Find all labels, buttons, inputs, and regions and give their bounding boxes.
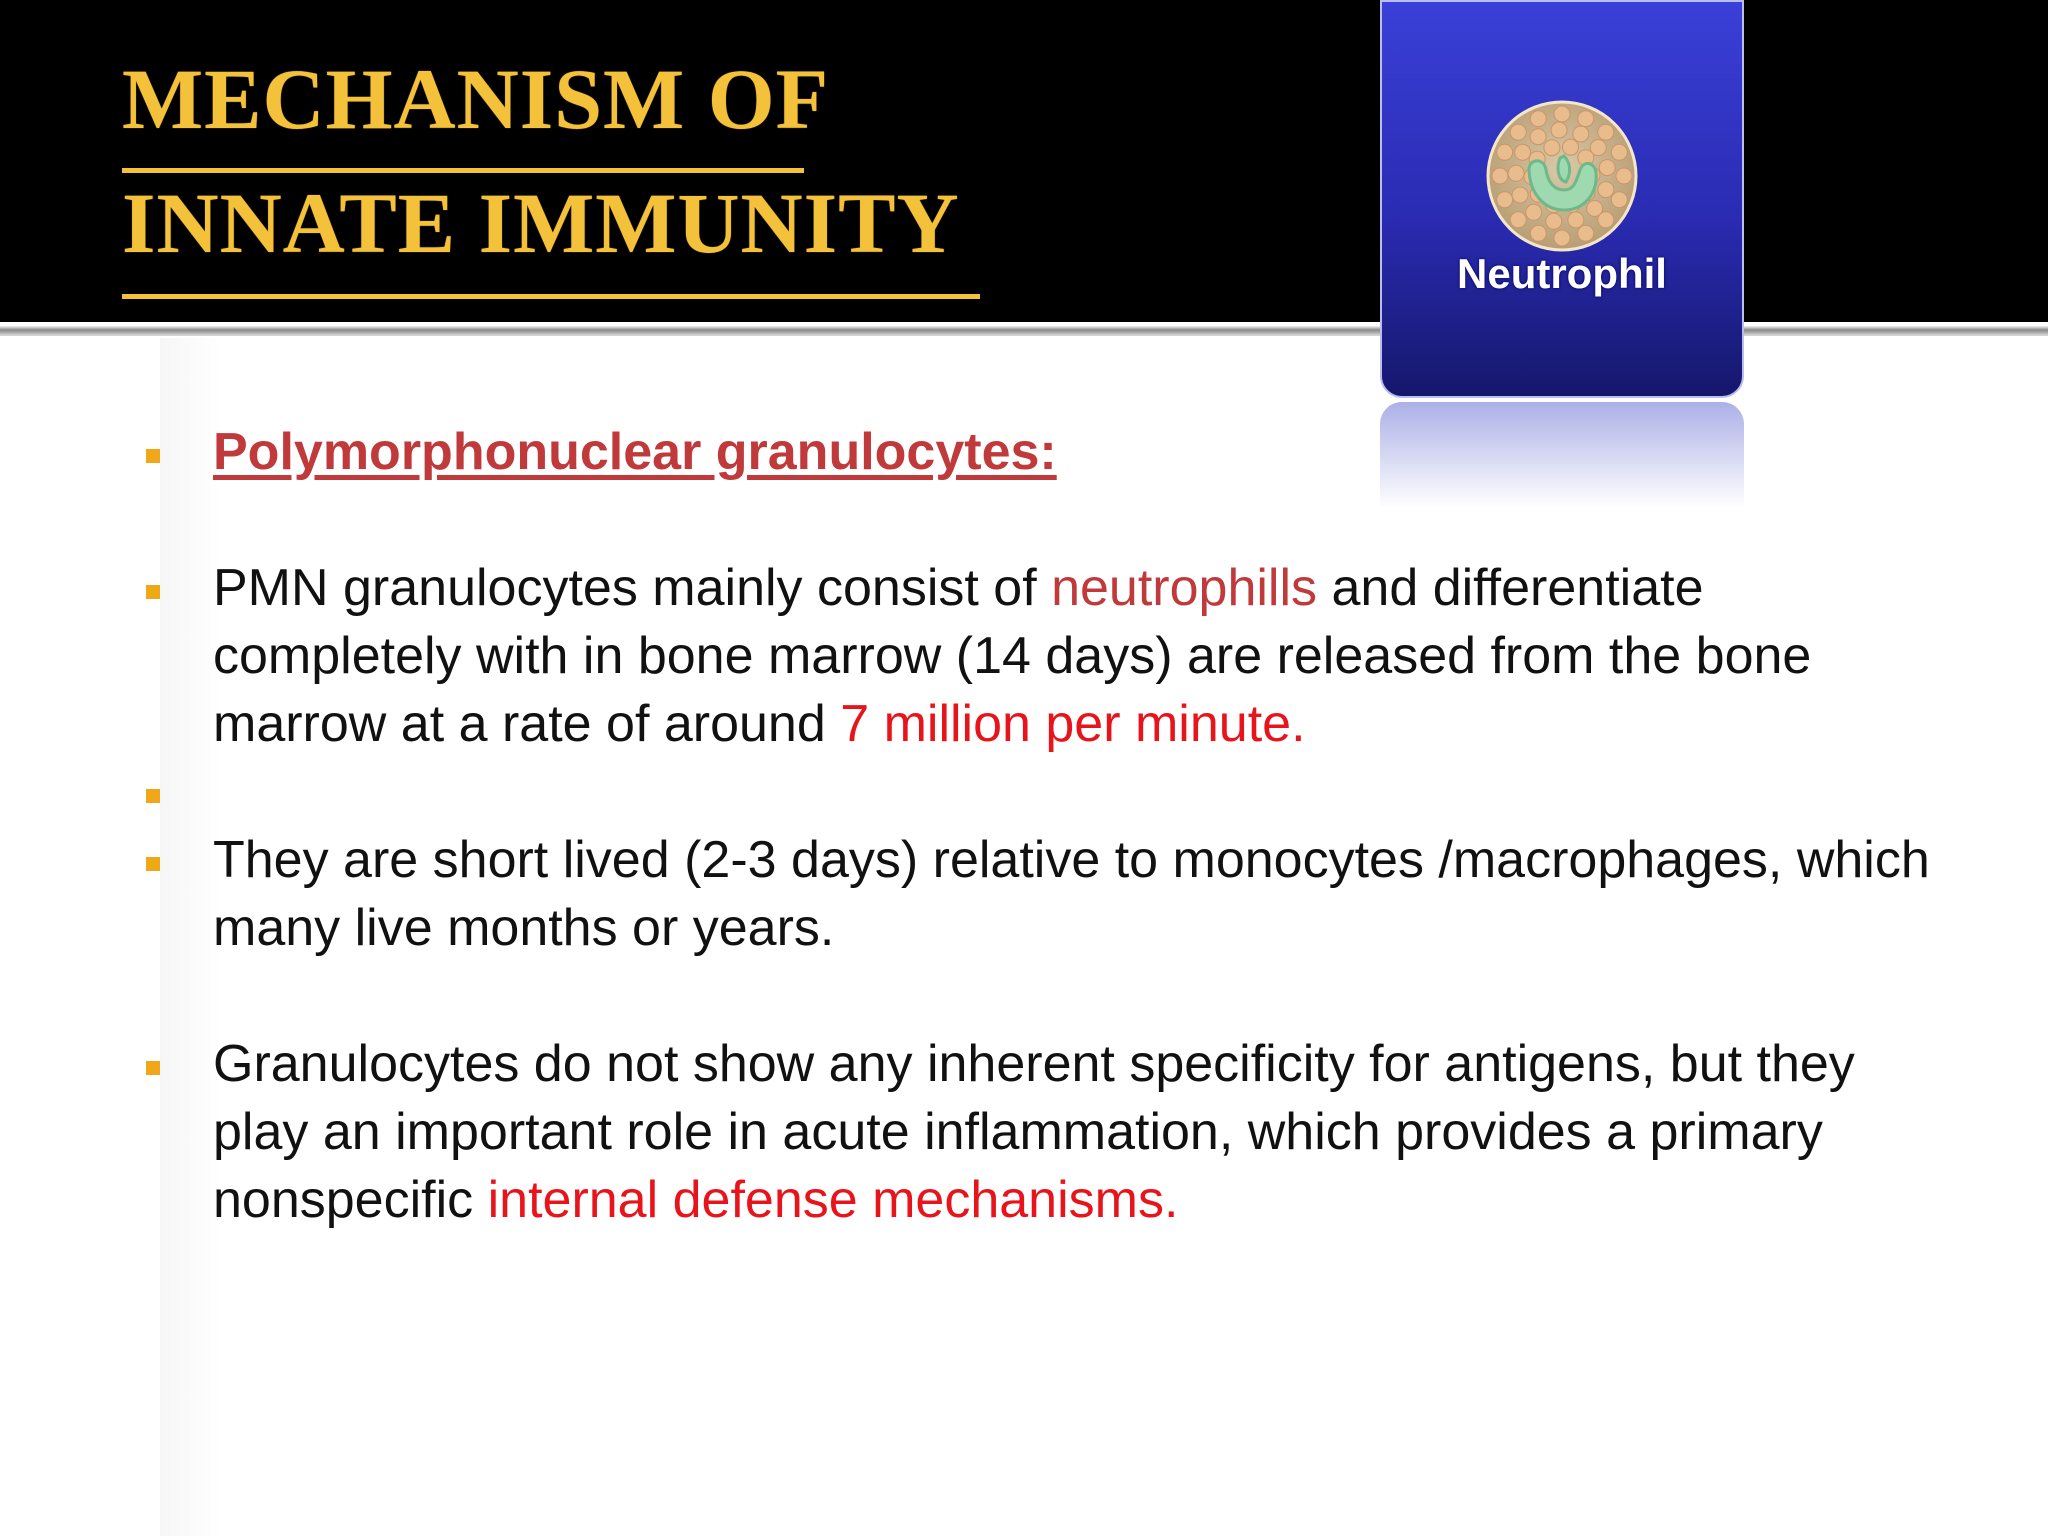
highlight-defense: internal defense mechanisms. (487, 1171, 1179, 1229)
bullet-text: and differentiate completely with in bone marrow (14 days) are released from the bone marrow at a rate of around (213, 559, 1812, 753)
neutrophil-label: Neutrophil (1457, 250, 1667, 297)
bullet-marker (146, 585, 160, 599)
bullet-marker (146, 1061, 160, 1075)
bullet-marker (146, 449, 160, 463)
section-heading: Polymorphonuclear granulocytes: (213, 423, 1057, 481)
bullet-item-specificity (143, 1030, 1943, 1234)
neutrophil-cell-icon (1484, 98, 1640, 254)
bullet-item-heading (143, 418, 1943, 486)
neutrophil-image (1380, 0, 1744, 398)
bullet-text: They are short lived (2-3 days) relative to monocytes /macrophages, which many live months or years. (213, 831, 1930, 957)
bullet-list (143, 418, 1943, 1234)
bullet-item-pmn (143, 554, 1943, 758)
highlight-neutrophills: neutrophills (1051, 559, 1318, 617)
bullet-item-lifespan (143, 826, 1943, 962)
title-line-2: INNATE IMMUNITY (122, 175, 960, 271)
title-underline-2 (122, 294, 980, 299)
bullet-marker (146, 857, 160, 871)
bullet-marker (146, 789, 160, 803)
highlight-rate: 7 million per minute. (840, 695, 1306, 753)
bullet-text: Granulocytes do not show any inherent specificity for antigens, but they play an important role in acute inflammation, which provides a primary nonspecific (213, 1035, 1855, 1229)
bullet-item-empty (143, 758, 1943, 826)
title-underline-1 (122, 168, 804, 173)
title-line-1: MECHANISM OF (122, 51, 830, 147)
slide-title (122, 51, 1022, 271)
bullet-text: PMN granulocytes mainly consist of (213, 559, 1052, 617)
